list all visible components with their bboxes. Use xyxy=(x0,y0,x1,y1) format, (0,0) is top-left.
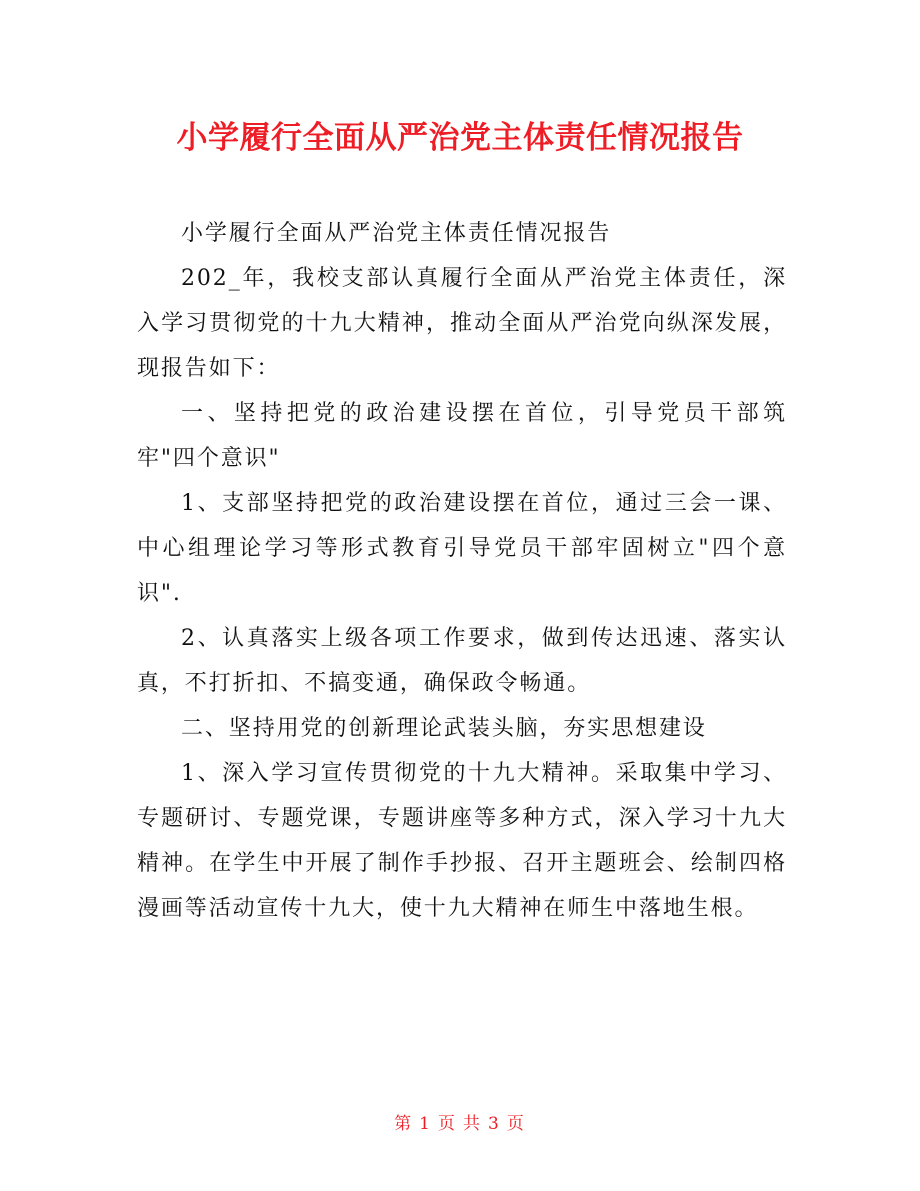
paragraph-section-1-heading: 一、坚持把党的政治建设摆在首位，引导党员干部筑牢"四个意识" xyxy=(137,401,787,471)
paragraph-section-1-item-1: 1、支部坚持把党的政治建设摆在首位，通过三会一课、中心组理论学习等形式教育引导党员干部牢固树立"四个意识". xyxy=(137,491,787,606)
footer-page-word: 第 xyxy=(394,1114,414,1134)
document-body xyxy=(137,211,787,931)
paragraph-subtitle: 小学履行全面从严治党主体责任情况报告 xyxy=(181,221,612,246)
document-title: 小学履行全面从严治党主体责任情况报告 xyxy=(176,120,744,156)
footer-page-current: 1 xyxy=(419,1114,432,1134)
page-footer xyxy=(0,1112,920,1136)
footer-total-unit: 页 xyxy=(506,1114,526,1134)
footer-page-unit: 页 xyxy=(438,1114,457,1134)
paragraph-section-2-heading: 二、坚持用党的创新理论武装头脑，夯实思想建设 xyxy=(181,716,707,741)
footer-total-word: 共 xyxy=(463,1114,482,1134)
footer-page-total: 3 xyxy=(488,1114,501,1134)
paragraph-intro: 202_年，我校支部认真履行全面从严治党主体责任，深入学习贯彻党的十九大精神，推动全面从严治党向纵深发展，现报告如下： xyxy=(137,266,787,381)
paragraph-section-1-item-2: 2、认真落实上级各项工作要求，做到传达迅速、落实认真，不打折扣、不搞变通，确保政令畅通。 xyxy=(137,626,787,696)
paragraph-section-2-item-1: 1、深入学习宣传贯彻党的十九大精神。采取集中学习、专题研讨、专题党课，专题讲座等多种方式，深入学习十九大精神。在学生中开展了制作手抄报、召开主题班会、绘制四格漫画等活动宣传十九大，使十九大精神在师生中落地生根。 xyxy=(137,761,787,921)
